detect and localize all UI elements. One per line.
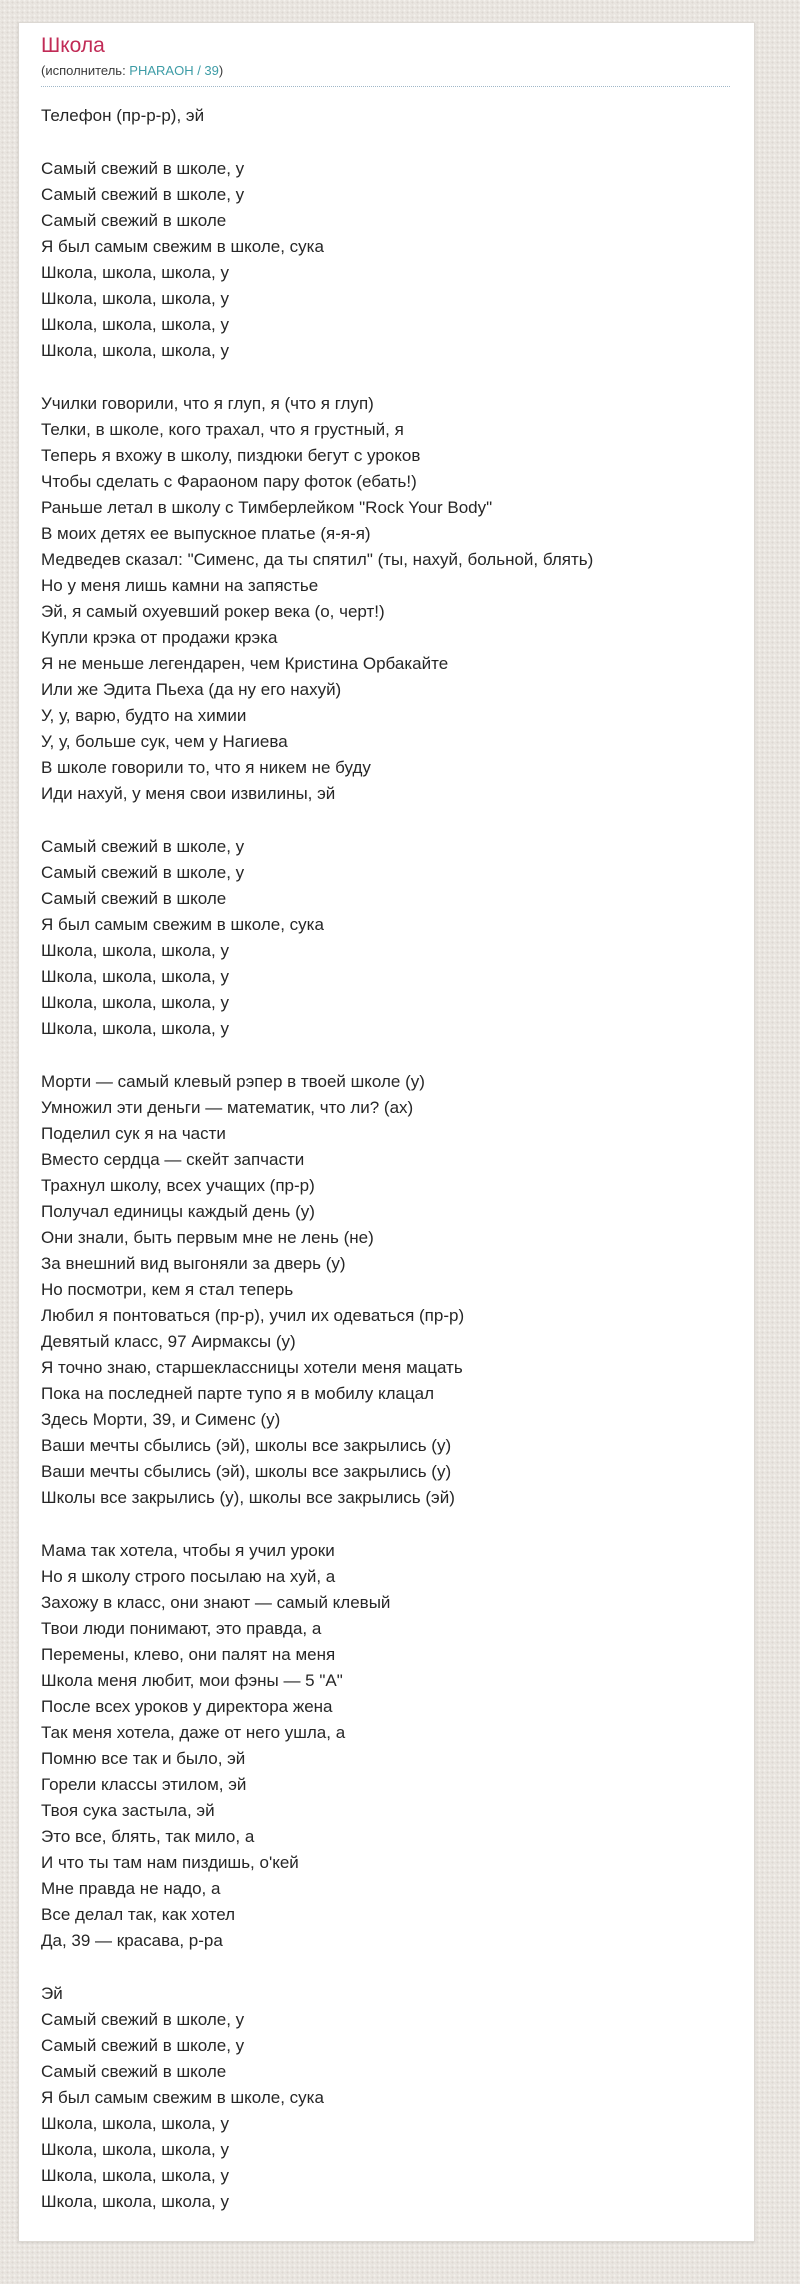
lyric-line: Поделил сук я на части: [41, 1124, 226, 1143]
lyrics-card: [18, 22, 755, 2242]
lyric-line: Купли крэка от продажи крэка: [41, 628, 278, 647]
lyrics-stanza: [41, 1069, 730, 1511]
lyric-line: Мне правда не надо, а: [41, 1879, 221, 1898]
lyric-line: Я был самым свежим в школе, сука: [41, 237, 324, 256]
lyric-line: Эй: [41, 1984, 63, 2003]
lyric-line: Самый свежий в школе, у: [41, 2036, 245, 2055]
lyric-line: Самый свежий в школе: [41, 211, 227, 230]
lyric-line: Самый свежий в школе, у: [41, 837, 245, 856]
lyric-line: Самый свежий в школе, у: [41, 159, 245, 178]
artist-link[interactable]: PHARAOH / 39: [129, 63, 219, 78]
lyric-line: Здесь Морти, 39, и Сименс (у): [41, 1410, 281, 1429]
lyric-line: Школа, школа, школа, у: [41, 289, 229, 308]
page-background: [0, 22, 800, 2284]
lyric-line: Захожу в класс, они знают — самый клевый: [41, 1593, 391, 1612]
lyric-line: Получал единицы каждый день (у): [41, 1202, 315, 1221]
lyric-line: Школа, школа, школа, у: [41, 315, 229, 334]
lyrics-stanza: [41, 156, 730, 364]
lyric-line: Ваши мечты сбылись (эй), школы все закрылись (у): [41, 1436, 452, 1455]
lyric-line: Умножил эти деньги — математик, что ли? (ах): [41, 1098, 414, 1117]
lyric-line: Пока на последней парте тупо я в мобилу клацал: [41, 1384, 435, 1403]
lyric-line: Так меня хотела, даже от него ушла, а: [41, 1723, 346, 1742]
lyric-line: Эй, я самый охуевший рокер века (о, черт!): [41, 602, 385, 621]
artist-label-suffix: ): [218, 63, 224, 78]
lyric-line: Телки, в школе, кого трахал, что я грустный, я: [41, 420, 404, 439]
lyric-line: Школа, школа, школа, у: [41, 941, 229, 960]
lyric-line: Морти — самый клевый рэпер в твоей школе (у): [41, 1072, 425, 1091]
lyrics-stanza: [41, 1538, 730, 1954]
lyrics-text: [41, 103, 730, 2215]
lyric-line: В моих детях ее выпускное платье (я-я-я): [41, 524, 371, 543]
lyric-line: Но у меня лишь камни на запястье: [41, 576, 319, 595]
lyric-line: Школа, школа, школа, у: [41, 2166, 229, 2185]
lyrics-stanza: [41, 1981, 730, 2215]
lyric-line: Трахнул школу, всех учащих (пр-р): [41, 1176, 315, 1195]
lyrics-stanza: [41, 391, 730, 807]
lyric-line: Ваши мечты сбылись (эй), школы все закрылись (у): [41, 1462, 452, 1481]
lyric-line: У, у, варю, будто на химии: [41, 706, 247, 725]
lyric-line: Это все, блять, так мило, а: [41, 1827, 255, 1846]
lyric-line: После всех уроков у директора жена: [41, 1697, 333, 1716]
lyric-line: Самый свежий в школе, у: [41, 185, 245, 204]
lyric-line: Самый свежий в школе: [41, 2062, 227, 2081]
lyric-line: Я не меньше легендарен, чем Кристина Орбакайте: [41, 654, 449, 673]
lyric-line: Любил я понтоваться (пр-р), учил их одеваться (пр-р): [41, 1306, 465, 1325]
lyric-line: Но посмотри, кем я стал теперь: [41, 1280, 294, 1299]
lyrics-stanza: [41, 834, 730, 1042]
lyric-line: Самый свежий в школе, у: [41, 2010, 245, 2029]
lyric-line: Теперь я вхожу в школу, пиздюки бегут с уроков: [41, 446, 421, 465]
lyric-line: Школа, школа, школа, у: [41, 2114, 229, 2133]
lyrics-stanza: [41, 103, 730, 129]
lyric-line: И что ты там нам пиздишь, о'кей: [41, 1853, 299, 1872]
lyric-line: Школа, школа, школа, у: [41, 1019, 229, 1038]
lyric-line: За внешний вид выгоняли за дверь (у): [41, 1254, 346, 1273]
artist-line: [41, 62, 730, 87]
lyric-line: Чтобы сделать с Фараоном пару фоток (ебать!): [41, 472, 417, 491]
lyric-line: Школа, школа, школа, у: [41, 993, 229, 1012]
lyric-line: Самый свежий в школе, у: [41, 863, 245, 882]
lyric-line: Школа, школа, школа, у: [41, 2140, 229, 2159]
artist-label-prefix: (исполнитель:: [41, 63, 130, 78]
lyric-line: Раньше летал в школу с Тимберлейком "Rock Your Body": [41, 498, 493, 517]
lyric-line: Самый свежий в школе: [41, 889, 227, 908]
lyric-line: Или же Эдита Пьеха (да ну его нахуй): [41, 680, 342, 699]
lyric-line: Школа, школа, школа, у: [41, 2192, 229, 2211]
lyric-line: Девятый класс, 97 Аирмаксы (у): [41, 1332, 296, 1351]
lyric-line: Медведев сказал: "Сименс, да ты спятил" (ты, нахуй, больной, блять): [41, 550, 594, 569]
lyric-line: Вместо сердца — скейт запчасти: [41, 1150, 305, 1169]
lyric-line: Школа, школа, школа, у: [41, 967, 229, 986]
lyric-line: Перемены, клево, они палят на меня: [41, 1645, 336, 1664]
lyric-line: Но я школу строго посылаю на хуй, а: [41, 1567, 336, 1586]
lyric-line: Да, 39 — красава, р-ра: [41, 1931, 223, 1950]
lyric-line: Школа меня любит, мои фэны — 5 "А": [41, 1671, 343, 1690]
lyric-line: Помню все так и было, эй: [41, 1749, 246, 1768]
song-title: Школа: [41, 34, 105, 57]
lyric-line: Мама так хотела, чтобы я учил уроки: [41, 1541, 335, 1560]
lyric-line: Они знали, быть первым мне не лень (не): [41, 1228, 374, 1247]
lyric-line: Горели классы этилом, эй: [41, 1775, 247, 1794]
lyric-line: Телефон (пр-р-р), эй: [41, 106, 205, 125]
lyric-line: Я точно знаю, старшеклассницы хотели меня мацать: [41, 1358, 463, 1377]
lyric-line: Я был самым свежим в школе, сука: [41, 2088, 324, 2107]
lyric-line: Твоя сука застыла, эй: [41, 1801, 215, 1820]
lyric-line: Я был самым свежим в школе, сука: [41, 915, 324, 934]
lyric-line: Твои люди понимают, это правда, а: [41, 1619, 322, 1638]
lyric-line: Школа, школа, школа, у: [41, 263, 229, 282]
lyric-line: Училки говорили, что я глуп, я (что я глуп): [41, 394, 374, 413]
lyric-line: Школа, школа, школа, у: [41, 341, 229, 360]
lyric-line: У, у, больше сук, чем у Нагиева: [41, 732, 288, 751]
lyric-line: Все делал так, как хотел: [41, 1905, 235, 1924]
lyric-line: Иди нахуй, у меня свои извилины, эй: [41, 784, 336, 803]
lyric-line: Школы все закрылись (у), школы все закрылись (эй): [41, 1488, 455, 1507]
lyric-line: В школе говорили то, что я никем не буду: [41, 758, 371, 777]
